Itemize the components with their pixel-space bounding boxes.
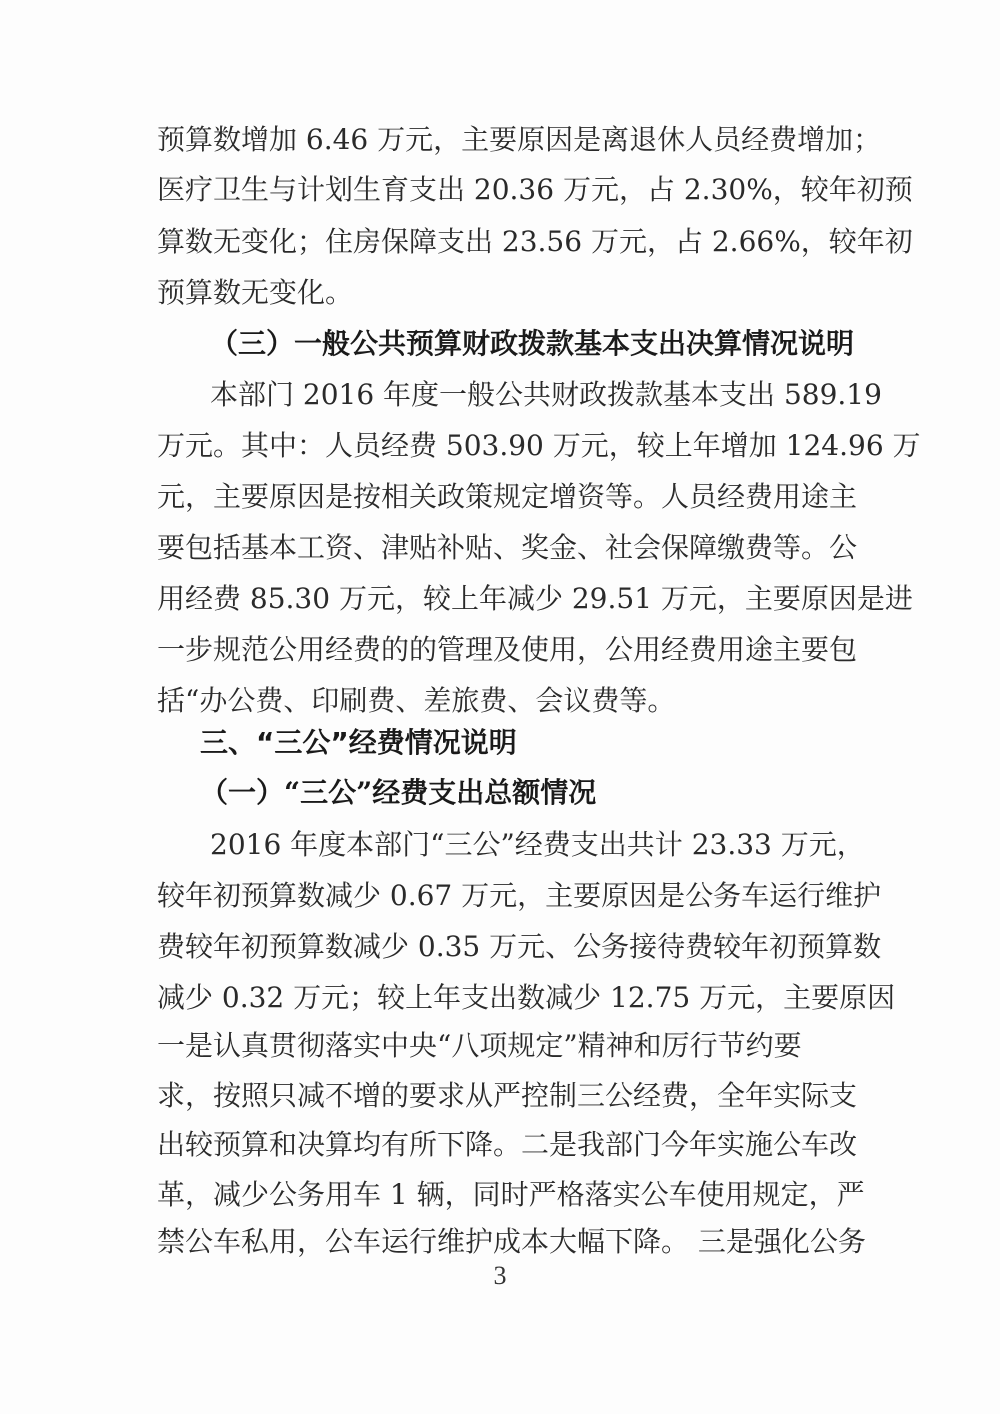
body-text-line: 费较年初预算数减少 0.35 万元、公务接待费较年初预算数 xyxy=(157,930,882,963)
subsection-heading: （一）“三公”经费支出总额情况 xyxy=(200,776,597,809)
body-text-line: 2016 年度本部门“三公”经费支出共计 23.33 万元， xyxy=(210,828,865,861)
body-text-line: 万元。其中：人员经费 503.90 万元，较上年增加 124.96 万 xyxy=(157,429,921,462)
body-text-line: 算数无变化；住房保障支出 23.56 万元，占 2.66%，较年初 xyxy=(157,225,913,258)
page-number: 3 xyxy=(493,1261,507,1290)
body-text-line: 求，按照只减不增的要求从严控制三公经费，全年实际支 xyxy=(157,1079,858,1112)
body-text-line: 较年初预算数减少 0.67 万元，主要原因是公务车运行维护 xyxy=(157,879,882,912)
body-text-line: 预算数增加 6.46 万元，主要原因是离退休人员经费增加； xyxy=(157,123,882,156)
body-text-line: 本部门 2016 年度一般公共财政拨款基本支出 589.19 xyxy=(210,378,882,411)
body-text-line: 禁公车私用，公车运行维护成本大幅下降。 三是强化公务 xyxy=(157,1225,866,1258)
body-text-line: 革，减少公务用车 1 辆，同时严格落实公车使用规定，严 xyxy=(157,1178,865,1211)
body-text-line: 要包括基本工资、津贴补贴、奖金、社会保障缴费等。公 xyxy=(157,531,858,564)
body-text-line: 预算数无变化。 xyxy=(157,276,354,309)
body-text-line: 出较预算和决算均有所下降。二是我部门今年实施公车改 xyxy=(157,1128,858,1161)
body-text-line: 一步规范公用经费的的管理及使用，公用经费用途主要包 xyxy=(157,633,858,666)
body-text-line: 减少 0.32 万元；较上年支出数减少 12.75 万元，主要原因 xyxy=(157,981,896,1014)
section-heading: （三）一般公共预算财政拨款基本支出决算情况说明 xyxy=(210,327,855,360)
body-text-line: 医疗卫生与计划生育支出 20.36 万元，占 2.30%，较年初预 xyxy=(157,173,913,206)
body-text-line: 括“办公费、印刷费、差旅费、会议费等。 xyxy=(157,684,676,717)
body-text-line: 一是认真贯彻落实中央“八项规定”精神和厉行节约要 xyxy=(157,1029,802,1062)
body-text-line: 用经费 85.30 万元，较上年减少 29.51 万元，主要原因是进 xyxy=(157,582,913,615)
body-text-line: 元，主要原因是按相关政策规定增资等。人员经费用途主 xyxy=(157,480,858,513)
chapter-heading: 三、“三公”经费情况说明 xyxy=(200,726,517,759)
